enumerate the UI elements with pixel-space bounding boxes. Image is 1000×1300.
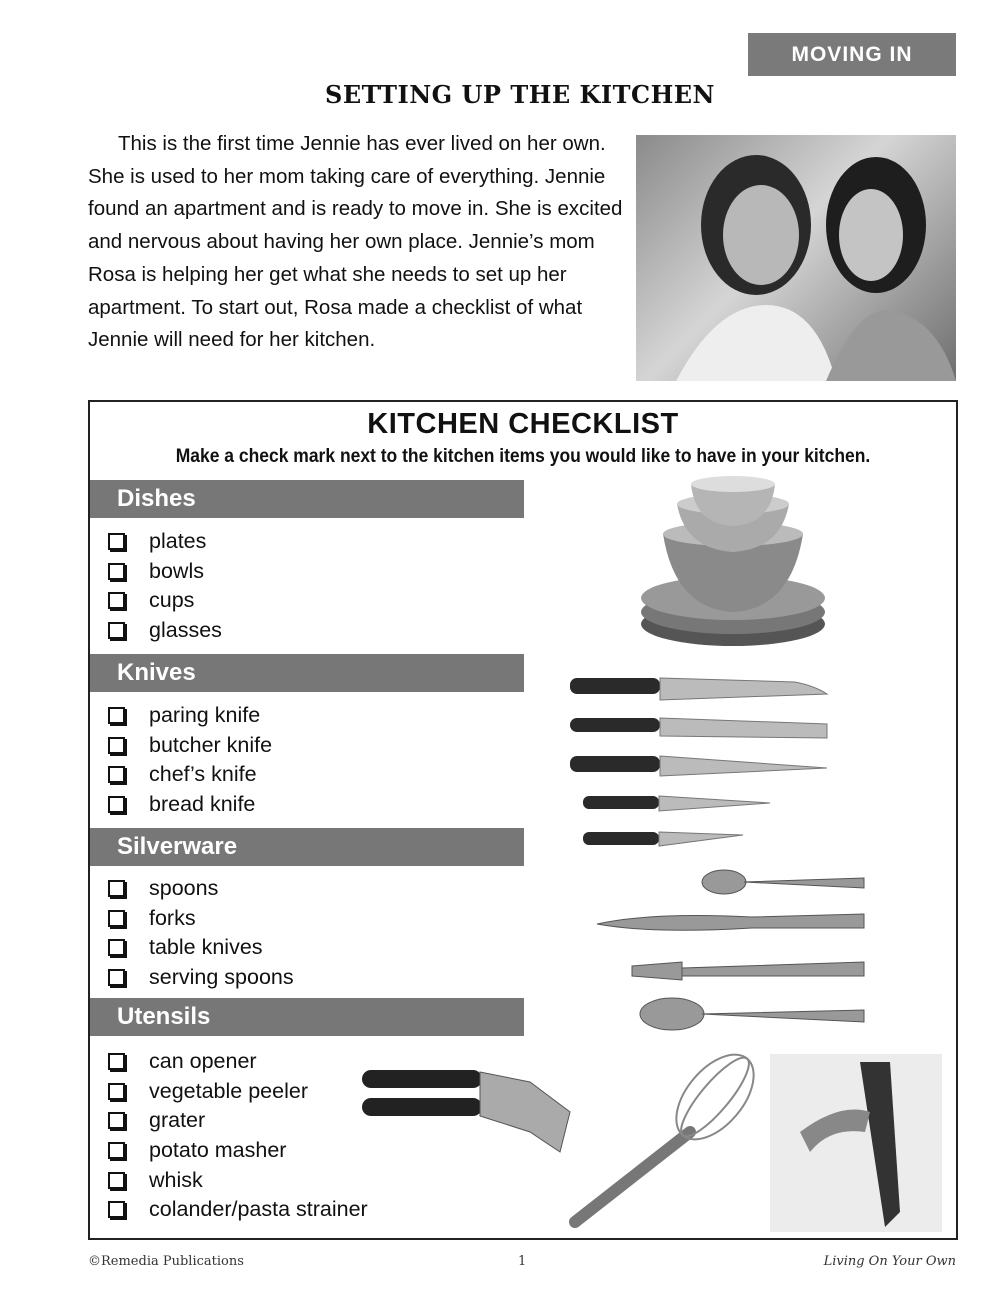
checklist-item[interactable]: grater [108,1106,368,1136]
checkbox[interactable] [108,1083,125,1100]
checklist-instructions: Make a check mark next to the kitchen items you would like to have in your kitchen. [175,446,871,467]
checkbox[interactable] [108,969,125,986]
section-header-dishes: Dishes [90,480,524,518]
checkbox[interactable] [108,1142,125,1159]
checklist-item[interactable]: vegetable peeler [108,1077,368,1107]
silverware-image [592,862,877,1032]
section-header-silverware: Silverware [90,828,524,866]
section-header-utensils: Utensils [90,998,524,1036]
utensils-image [360,1042,960,1232]
unit-badge: MOVING IN [748,33,956,76]
dishes-list [108,527,222,645]
whisk [575,1042,769,1222]
utensils-list [108,1047,368,1225]
silverware-list [108,874,294,992]
checkbox[interactable] [108,766,125,783]
checkbox[interactable] [108,1112,125,1129]
checklist-title: KITCHEN CHECKLIST [367,408,679,440]
checklist-item[interactable]: plates [108,527,222,557]
checkbox[interactable] [108,880,125,897]
checklist-item[interactable]: bowls [108,557,222,587]
checklist-item[interactable]: forks [108,904,294,934]
checkbox[interactable] [108,622,125,639]
checkbox[interactable] [108,1201,125,1218]
checkbox[interactable] [108,707,125,724]
checkbox[interactable] [108,563,125,580]
checklist-item[interactable]: can opener [108,1047,368,1077]
checklist-item[interactable]: glasses [108,616,222,646]
checklist-item[interactable]: butcher knife [108,731,272,761]
can-opener [362,1070,570,1152]
checkbox[interactable] [108,796,125,813]
checkbox[interactable] [108,1172,125,1189]
footer-book-title: Living On Your Own [823,1254,956,1269]
checklist-item[interactable]: spoons [108,874,294,904]
checklist-item[interactable]: bread knife [108,790,272,820]
checkbox[interactable] [108,533,125,550]
checklist-item[interactable]: chef’s knife [108,760,272,790]
footer-publisher: ©Remedia Publications [88,1254,244,1269]
mother-daughter-photo [636,135,956,381]
checklist-item[interactable]: colander/pasta strainer [108,1195,368,1225]
knives-list [108,701,272,819]
checkbox[interactable] [108,910,125,927]
checkbox[interactable] [108,1053,125,1070]
dishes-image [635,474,835,654]
checklist-item[interactable]: paring knife [108,701,272,731]
checkbox[interactable] [108,592,125,609]
peeler-photo [770,1054,942,1232]
checklist-item[interactable]: whisk [108,1165,368,1195]
checklist-item[interactable]: potato masher [108,1136,368,1166]
page-title: SETTING UP THE KITCHEN [325,80,715,109]
checkbox[interactable] [108,939,125,956]
kitchen-checklist [88,400,958,1240]
checklist-item[interactable]: table knives [108,933,294,963]
section-header-knives: Knives [90,654,524,692]
checkbox[interactable] [108,737,125,754]
checklist-item[interactable]: serving spoons [108,963,294,993]
checklist-item[interactable]: cups [108,586,222,616]
knives-image [565,672,835,857]
footer-page-number: 1 [518,1254,527,1269]
intro-text: This is the first time Jennie has ever lived on her own. She is used to her mom taking care of everything. Jennie found an apartment and is ready to move in. She is excited and nervous about having her own place. Jennie’s mom Rosa is helping her get what she needs to set up her apartment. To start out, Rosa made a checklist of what Jennie will need for her kitchen. [88,132,623,352]
